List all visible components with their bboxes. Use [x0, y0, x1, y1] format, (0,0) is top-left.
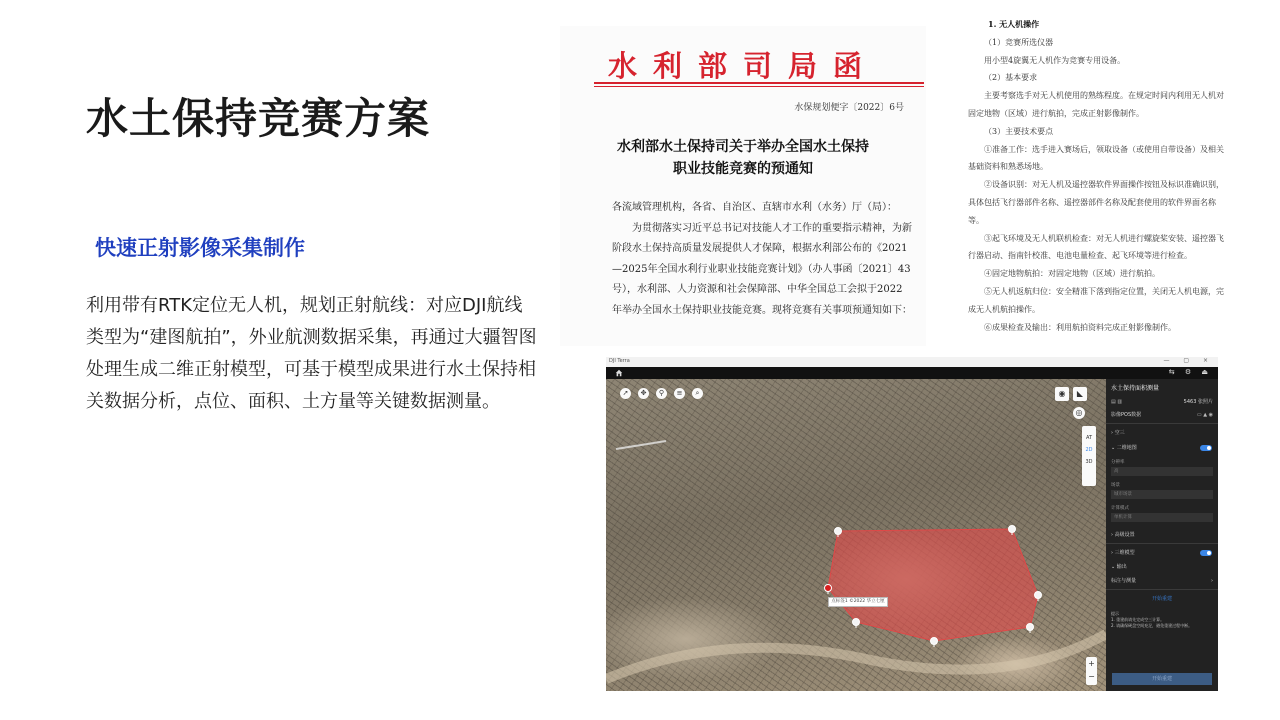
polygon-vertex[interactable]: [1035, 592, 1042, 599]
camera-icon[interactable]: ◉: [1055, 387, 1069, 401]
measure-icon[interactable]: ◣: [1073, 387, 1087, 401]
app-topbar: [606, 367, 1218, 379]
slide-title: 水土保持竞赛方案: [86, 94, 431, 143]
section-measure-label: 标注与测量: [1111, 578, 1137, 584]
list-icon[interactable]: ≡: [674, 388, 685, 399]
view-mode-at[interactable]: AT: [1085, 435, 1093, 441]
chevron-right-icon: ›: [1111, 532, 1115, 538]
rules-lines: [968, 34, 1224, 337]
mission-panel: [1106, 379, 1218, 691]
move-icon[interactable]: ✥: [638, 388, 649, 399]
tip-1: 1. 重建前请先完成空三计算。: [1111, 617, 1165, 622]
rules-heading: 1. 无人机操作: [988, 19, 1040, 29]
app-titlebar: [606, 357, 1218, 367]
mission-name: 水土保持面积测量: [1111, 385, 1160, 392]
notice-title-line1: 水利部水土保持司关于举办全国水土保持: [617, 139, 869, 155]
rules-line: ③起飞环境及无人机联机检查：对无人机进行螺旋桨安装、遥控器飞行器启动、指南针校准、电池电量检查、起飞环境等进行检查。: [968, 233, 1224, 261]
photo-count: 5463 张照片: [1183, 399, 1213, 405]
rules-line: 用小型4旋翼无人机作为竞赛专用设备。: [984, 55, 1126, 65]
chevron-down-icon: ⌄: [1111, 564, 1117, 570]
scene-select[interactable]: 城市场景: [1111, 490, 1213, 499]
section-basic[interactable]: [1111, 427, 1213, 439]
section-output-label: 输出: [1116, 564, 1127, 570]
app-window-title: DJI Terra: [609, 358, 630, 364]
panel-divider: [1106, 543, 1218, 544]
map-overlay: [606, 379, 1106, 691]
chevron-right-icon: ›: [1211, 578, 1213, 584]
rules-line: （1）竞赛所选仪器: [984, 37, 1054, 47]
chevron-right-icon: ›: [1111, 430, 1115, 436]
rules-line: ①准备工作：选手进入赛场后，领取设备（或使用自带设备）及相关基础资料和熟悉场地。: [968, 144, 1224, 172]
rules-line: ②设备识别：对无人机及遥控器软件界面操作按钮及标识准确识别，具体包括飞行器部件名称、遥控器部件名称及配套使用的软件界面名称等。: [968, 180, 1224, 225]
section-advanced[interactable]: [1111, 529, 1213, 541]
polygon-vertex[interactable]: [853, 619, 860, 626]
section-output[interactable]: [1111, 561, 1213, 573]
rules-line: ④固定地物航拍：对固定地物（区域）进行航拍。: [984, 269, 1160, 279]
panel-divider: [1106, 589, 1218, 590]
notice-paragraph-2: 为贯彻落实习近平总书记对技能人才工作的重要指示精神，为新阶段水土保持高质量发展提供人才保障，根据水利部公布的《2021—2025年全国水利行业职业技能竞赛计划》（办人事函〔2021〕43号），水利部、人力资源和社会保障部、中华全国总工会拟于2022年举办全国水土保持职业技能竞赛。现将竞赛有关事项预通知如下：: [612, 222, 912, 316]
start-reconstruction-button[interactable]: 开始重建: [1112, 673, 1212, 685]
compute-label: 计算模式: [1111, 506, 1129, 511]
section-basic-label: 空三: [1114, 430, 1125, 436]
view-mode-2d[interactable]: 2D: [1085, 447, 1093, 453]
chevron-right-icon: ›: [1111, 550, 1115, 556]
section-2d-map[interactable]: [1111, 442, 1213, 454]
window-controls[interactable]: — ▢ ×: [1163, 357, 1214, 364]
aerial-map-view[interactable]: [606, 379, 1106, 691]
dji-terra-screenshot: [606, 357, 1218, 691]
notice-header-rule: [594, 82, 924, 84]
tip-2: 2. 请确保硬盘空间充足，避免重建过程中断。: [1111, 623, 1193, 628]
resolution-select[interactable]: 高: [1111, 467, 1213, 476]
start-link[interactable]: 开始重建: [1151, 596, 1172, 602]
measured-area-polygon[interactable]: [828, 529, 1038, 641]
section-3d-model[interactable]: [1111, 547, 1213, 559]
section-3d-label: 三维模型: [1114, 550, 1135, 556]
slide-body-text: 利用带有RTK定位无人机，规划正射航线：对应DJI航线类型为“建图航拍”，外业航测数据采集，再通过大疆智图处理生成二维正射模型，可基于模型成果进行水土保持相关数据分析，点位、面积、土方量等关键数据测量。: [86, 295, 537, 412]
pos-icons[interactable]: ▭ ▲ ◉: [1196, 412, 1213, 418]
pos-label: 影像POS数据: [1111, 412, 1142, 418]
photo-icon: ▤ ▥: [1111, 399, 1123, 405]
polygon-vertex[interactable]: [1027, 624, 1034, 631]
panel-divider: [1106, 423, 1218, 424]
tips-title: 提示: [1111, 611, 1119, 616]
rules-line: 主要考察选手对无人机使用的熟练程度。在规定时间内利用无人机对固定地物（区域）进行航拍，完成正射影像制作。: [968, 91, 1224, 118]
compass-icon[interactable]: ➚: [620, 388, 631, 399]
polygon-vertex[interactable]: [931, 638, 938, 645]
notice-document: [560, 26, 926, 346]
notice-body: [612, 198, 912, 321]
notice-header: 水利部司局函: [607, 49, 878, 83]
scene-label: 场景: [1111, 483, 1120, 488]
toggle-2d-map[interactable]: [1200, 445, 1212, 451]
section-2d-label: 二维地图: [1116, 445, 1137, 451]
section-advanced-label: 高级设置: [1114, 532, 1135, 538]
zoom-control[interactable]: [1086, 657, 1097, 685]
topbar-icons[interactable]: ⇆ ⚙ ⏏: [1168, 368, 1212, 376]
zoom-in-button[interactable]: +: [1088, 659, 1095, 668]
notice-title-line2: 职业技能竞赛的预通知: [673, 161, 813, 177]
rules-line: （3）主要技术要点: [984, 126, 1054, 136]
toggle-3d-model[interactable]: [1200, 550, 1212, 556]
notice-header-rule-thin: [594, 86, 924, 87]
rules-line: ⑤无人机返航归位：安全精准下落到指定位置，关闭无人机电源，完成无人机航拍操作。: [968, 286, 1224, 314]
map-point-label: 点标签1 ©2022 华立七厘: [828, 597, 888, 607]
notice-doc-number: 水保规划便字〔2022〕6号: [794, 103, 904, 113]
zoom-out-button[interactable]: −: [1088, 672, 1095, 681]
tips-box: [1111, 611, 1213, 629]
polygon-vertex[interactable]: [1009, 526, 1016, 533]
chevron-down-icon: ⌄: [1111, 445, 1117, 451]
slide-subtitle: 快速正射影像采集制作: [95, 236, 305, 260]
view-mode-switch[interactable]: [1082, 426, 1096, 486]
home-icon[interactable]: [615, 369, 623, 377]
view-mode-3d[interactable]: 3D: [1085, 459, 1093, 465]
polygon-vertex[interactable]: [835, 528, 842, 535]
polygon-vertex[interactable]: [825, 585, 832, 592]
photo-row[interactable]: [1111, 396, 1213, 408]
notice-paragraph-1: 各流域管理机构，各省、自治区、直辖市水利（水务）厅（局）：: [612, 202, 897, 213]
rules-line: （2）基本要求: [984, 73, 1038, 83]
notice-title: [560, 136, 926, 180]
search-icon[interactable]: ⌕: [692, 388, 703, 399]
competition-rules: [968, 16, 1224, 336]
compute-select[interactable]: 单机计算: [1111, 513, 1213, 522]
pos-row[interactable]: [1111, 409, 1213, 421]
locate-icon[interactable]: ◎: [1073, 407, 1085, 419]
resolution-label: 分辨率: [1111, 460, 1125, 465]
rules-line: ⑥成果检查及输出：利用航拍资料完成正射影像制作。: [984, 322, 1176, 332]
section-measure[interactable]: [1111, 575, 1213, 587]
pin-icon[interactable]: ⚲: [656, 388, 667, 399]
